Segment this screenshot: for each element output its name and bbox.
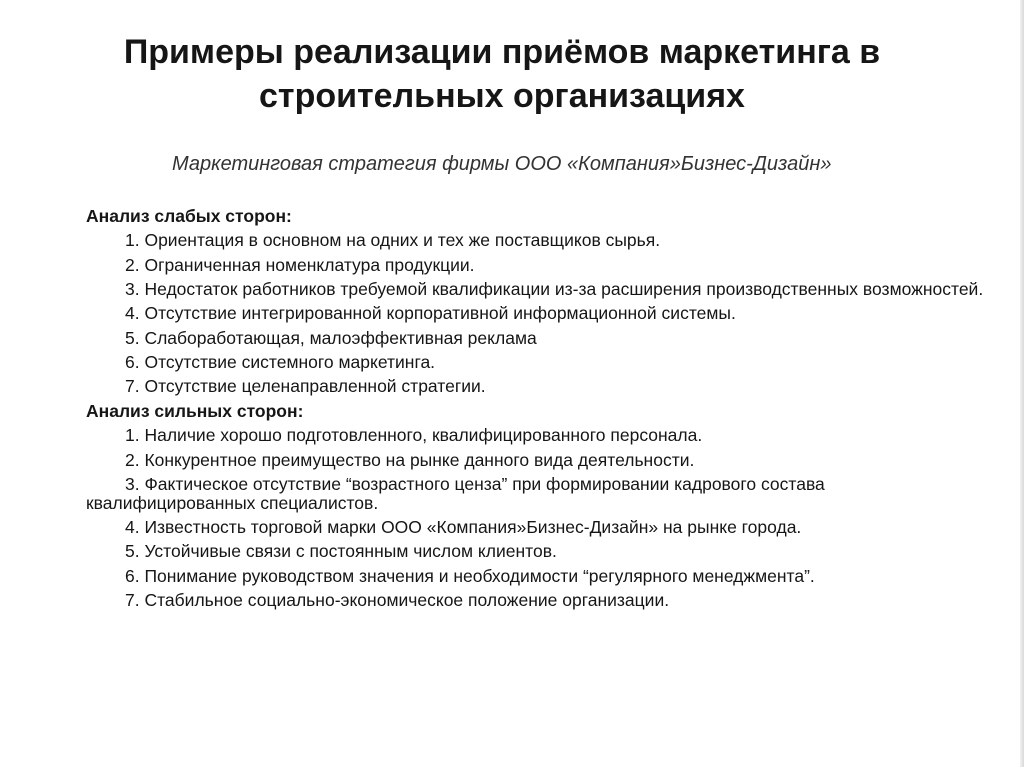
slide-body (86, 204, 991, 613)
strong-sides-heading: Анализ сильных сторон: (86, 400, 304, 421)
weak-side-item: 6. Отсутствие системного маркетинга. (125, 352, 436, 373)
strong-side-item: 2. Конкурентное преимущество на рынке данного вида деятельности. (125, 449, 695, 470)
weak-sides-heading: Анализ слабых сторон: (86, 206, 292, 226)
strong-side-item: 7. Стабильное социально-экономическое положение организации. (125, 590, 670, 611)
weak-side-item: 7. Отсутствие целенаправленной стратегии. (125, 376, 486, 397)
weak-side-item: 5. Слабоработающая, малоэффективная реклама (125, 327, 537, 348)
slide-subtitle: Маркетинговая стратегия фирмы ООО «Компания»Бизнес-Дизайн» (172, 153, 832, 175)
strong-side-item: 4. Известность торговой марки ООО «Компания»Бизнес-Дизайн» на рынке города. (125, 517, 802, 538)
strong-side-item: 1. Наличие хорошо подготовленного, квалифицированного персонала. (125, 425, 703, 446)
weak-side-item: 2. Ограниченная номенклатура продукции. (125, 254, 475, 275)
strong-side-item: 3. Фактическое отсутствие “возрастного ценза” при формировании кадрового состава квалифицированных специалистов. (86, 474, 825, 514)
strong-side-item: 6. Понимание руководством значения и необходимости “регулярного менеджмента”. (125, 565, 815, 586)
weak-side-item: 1. Ориентация в основном на одних и тех же поставщиков сырья. (125, 230, 661, 251)
slide-title-line-2: строительных организациях (259, 77, 745, 115)
slide-edge-shadow (1020, 0, 1024, 767)
slide-title-line-1: Примеры реализации приёмов маркетинга в (123, 33, 881, 71)
strong-side-item: 5. Устойчивые связи с постоянным числом клиентов. (125, 541, 557, 562)
weak-side-item: 4. Отсутствие интегрированной корпоративной информационной системы. (125, 303, 736, 324)
weak-sides-list (86, 228, 991, 398)
strong-sides-list (86, 423, 991, 612)
slide-title (0, 30, 1004, 118)
weak-side-item: 3. Недостаток работников требуемой квалификации из-за расширения производственных возможностей. (125, 279, 984, 300)
